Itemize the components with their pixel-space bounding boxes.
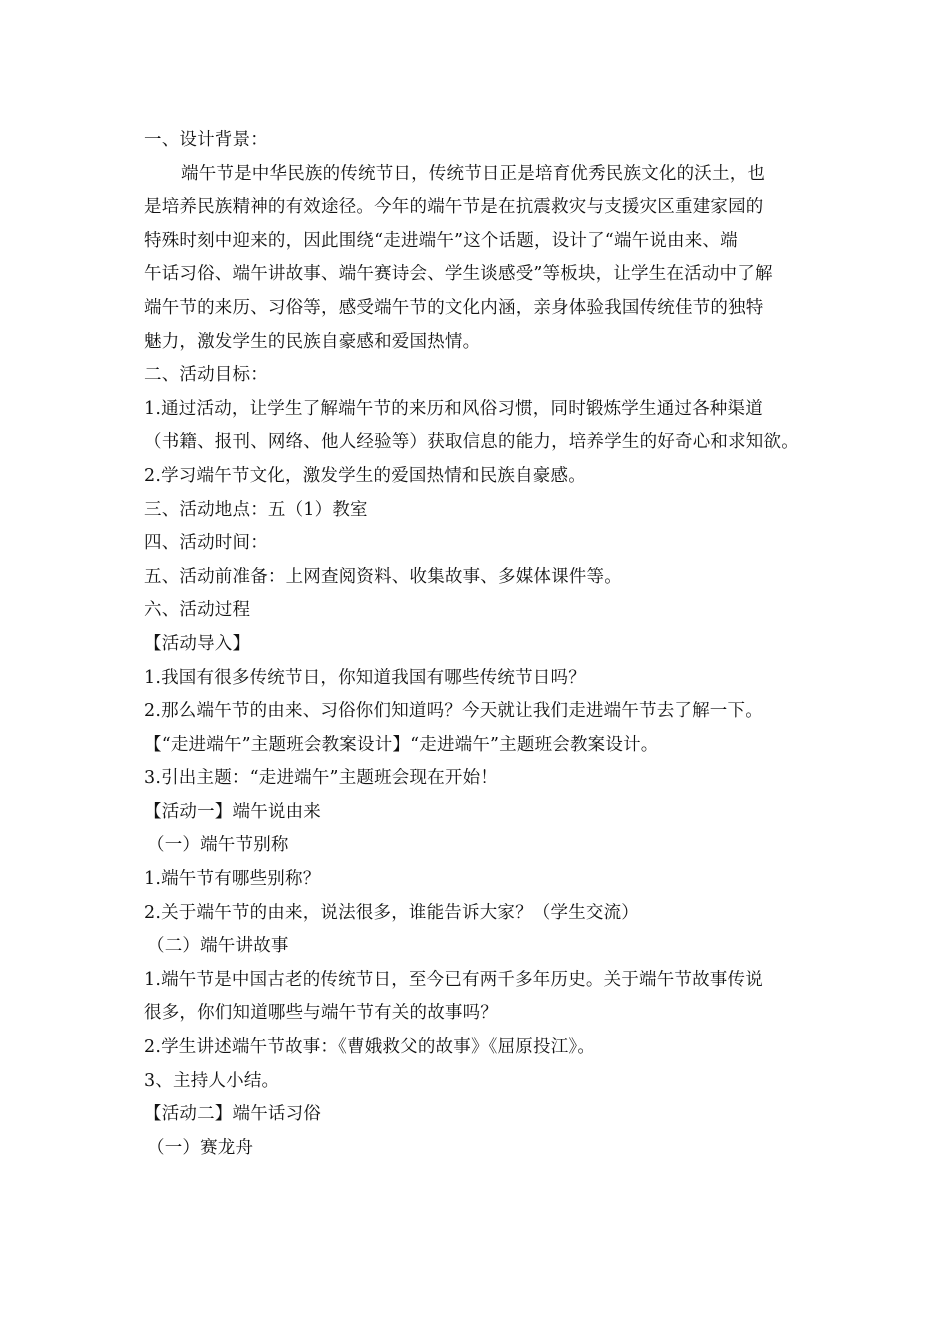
- list-item: 1.通过活动，让学生了解端午节的来历和风俗习惯，同时锻炼学生通过各种渠道: [144, 398, 763, 419]
- list-item: 2.学习端午节文化，激发学生的爱国热情和民族自豪感。: [144, 465, 586, 486]
- sub-heading: （一）赛龙舟: [147, 1137, 254, 1158]
- list-item: 3、主持人小结。: [144, 1070, 280, 1091]
- list-item: 2.学生讲述端午节故事：《曹娥救父的故事》《屈原投江》。: [144, 1037, 596, 1058]
- list-item: 1.端午节有哪些别称？: [144, 869, 321, 890]
- section-heading-process: 六、活动过程: [144, 600, 251, 621]
- paragraph-line: 午话习俗、端午讲故事、端午赛诗会、学生谈感受”等板块，让学生在活动中了解: [144, 264, 773, 285]
- subsection-heading-activity-two: 【活动二】端午话习俗: [144, 1104, 321, 1125]
- sub-heading: （二）端午讲故事: [147, 936, 289, 957]
- paragraph-line: 端午节的来历、习俗等，感受端午节的文化内涵，亲身体验我国传统佳节的独特: [144, 297, 764, 318]
- section-heading-time: 四、活动时间：: [144, 533, 268, 554]
- document-body: [144, 124, 808, 1165]
- section-heading-preparation: 五、活动前准备：上网查阅资料、收集故事、多媒体课件等。: [144, 566, 622, 587]
- subsection-heading-activity-one: 【活动一】端午说由来: [144, 801, 321, 822]
- list-item: 2.那么端午节的由来、习俗你们知道吗？今天就让我们走进端午节去了解一下。: [144, 701, 763, 722]
- list-item: 3.引出主题：“走进端午”主题班会现在开始！: [144, 768, 498, 789]
- paragraph-line: 【“走进端午”主题班会教案设计】“走进端午”主题班会教案设计。: [144, 734, 659, 755]
- section-heading-location: 三、活动地点：五（1）教室: [144, 499, 368, 520]
- section-heading-activity-goals: 二、活动目标：: [144, 365, 268, 386]
- list-item: 1.端午节是中国古老的传统节日，至今已有两千多年历史。关于端午节故事传说: [144, 969, 763, 990]
- paragraph-line: 端午节是中华民族的传统节日，传统节日正是培育优秀民族文化的沃土，也: [181, 163, 766, 184]
- section-heading-design-background: 一、设计背景：: [144, 130, 268, 150]
- list-item-continuation: 很多，你们知道哪些与端午节有关的故事吗？: [144, 1003, 498, 1024]
- paragraph-line: 魅力，激发学生的民族自豪感和爱国热情。: [144, 331, 481, 352]
- paragraph-line: 特殊时刻中迎来的，因此围绕“走进端午”这个话题，设计了“端午说由来、端: [144, 230, 738, 251]
- list-item: 2.关于端午节的由来，说法很多，谁能告诉大家？（学生交流）: [144, 902, 639, 923]
- sub-heading: （一）端午节别称: [147, 835, 289, 856]
- list-item-continuation: （书籍、报刊、网络、他人经验等）获取信息的能力，培养学生的好奇心和求知欲。: [144, 432, 799, 453]
- list-item: 1.我国有很多传统节日，你知道我国有哪些传统节日吗？: [144, 667, 586, 688]
- subsection-heading-intro: 【活动导入】: [144, 633, 251, 654]
- paragraph-line: 是培养民族精神的有效途径。今年的端午节是在抗震救灾与支援灾区重建家园的: [144, 197, 764, 218]
